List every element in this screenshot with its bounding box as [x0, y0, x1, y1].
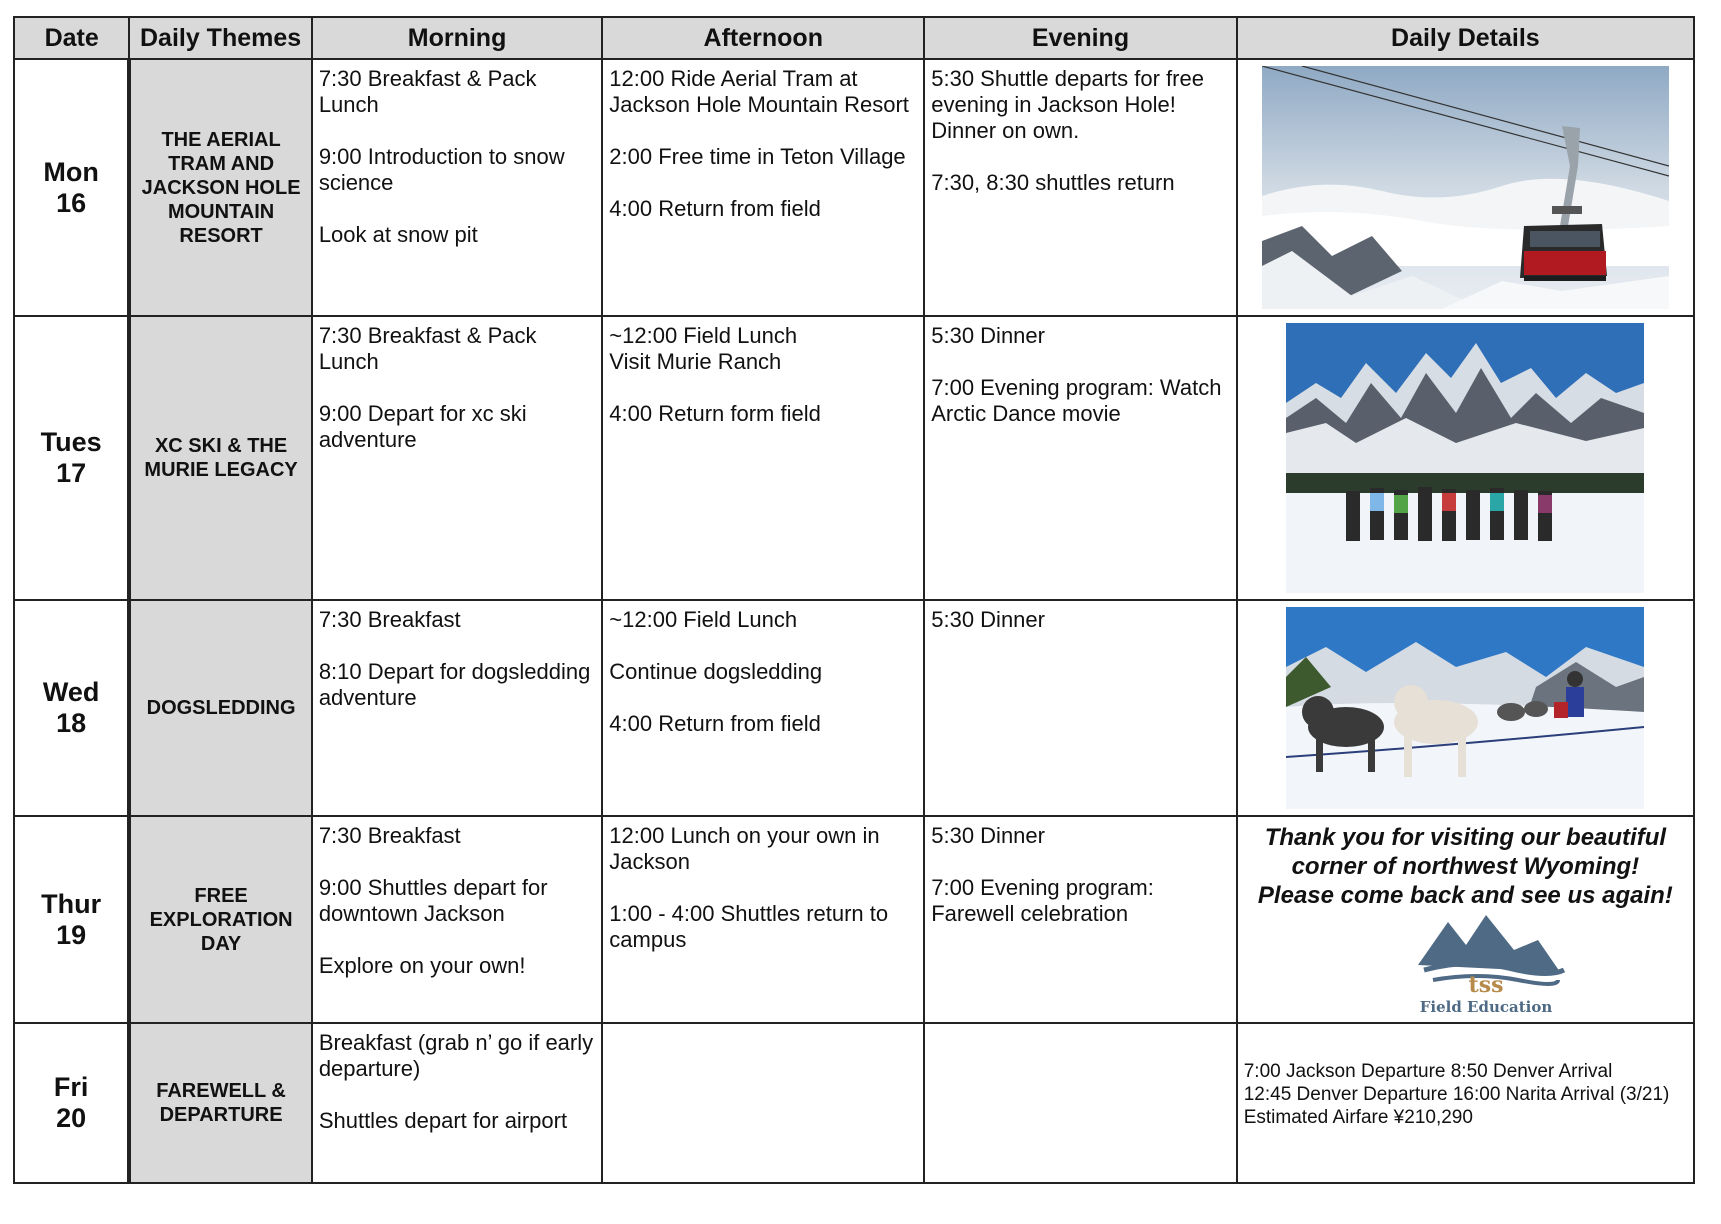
afternoon-cell	[602, 59, 924, 316]
details-cell	[1237, 316, 1694, 600]
itinerary-table	[13, 16, 1695, 1184]
details-cell	[1237, 600, 1694, 816]
thanks-line: Please come back and see us again!	[1257, 882, 1673, 909]
aerial-tram-photo	[1262, 66, 1669, 309]
activity: 4:00 Return from field	[609, 196, 821, 221]
day-name: Wed	[42, 677, 100, 707]
logo-main-text: tss	[1468, 972, 1504, 998]
day-number: 18	[56, 708, 87, 738]
activity: 5:30 Dinner	[931, 607, 1045, 632]
day-row-thur	[14, 816, 1694, 1023]
activity: Look at snow pit	[318, 222, 478, 247]
afternoon-cell	[602, 816, 924, 1023]
flight-line: 12:45 Denver Departure 16:00 Narita Arrival (3/21)	[1243, 1084, 1670, 1105]
day-row-fri	[14, 1023, 1694, 1183]
airfare-line: Estimated Airfare ¥210,290	[1243, 1107, 1473, 1128]
activity: 12:00 Lunch on your own in Jackson	[609, 823, 880, 874]
activity: Shuttles depart for airport	[318, 1108, 568, 1133]
date-cell	[14, 59, 129, 316]
activity: 9:00 Introduction to snow science	[318, 144, 565, 195]
activity: 7:30 Breakfast & Pack Lunch	[318, 323, 537, 374]
activity: 2:00 Free time in Teton Village	[609, 144, 906, 169]
header-row	[14, 17, 1694, 59]
activity: 7:30, 8:30 shuttles return	[931, 170, 1175, 195]
day-number: 17	[56, 458, 87, 488]
header-evening: Evening	[924, 17, 1237, 59]
activity: ~12:00 Field Lunch	[609, 607, 798, 632]
day-row-wed	[14, 600, 1694, 816]
thanks-line: Thank you for visiting our beautiful	[1264, 824, 1667, 851]
activity: 7:30 Breakfast	[318, 607, 461, 632]
xc-ski-group-photo	[1286, 323, 1644, 593]
activity: 7:00 Evening program: Watch Arctic Dance movie	[931, 375, 1222, 426]
details-cell	[1237, 816, 1694, 1023]
date-cell	[14, 600, 129, 816]
day-row-tues	[14, 316, 1694, 600]
evening-cell	[924, 600, 1237, 816]
thank-you-message	[1238, 817, 1693, 910]
activity: Visit Murie Ranch	[609, 349, 782, 374]
day-name: Thur	[41, 888, 102, 919]
theme-cell: FAREWELL & DEPARTURE	[129, 1023, 311, 1183]
date-cell	[14, 1023, 129, 1183]
evening-cell	[924, 816, 1237, 1023]
header-afternoon: Afternoon	[602, 17, 924, 59]
morning-cell	[312, 316, 602, 600]
afternoon-cell	[602, 316, 924, 600]
activity: 9:00 Shuttles depart for downtown Jackson	[318, 875, 548, 926]
header-date: Date	[14, 17, 129, 59]
day-name: Mon	[43, 156, 99, 187]
logo-sub-text: Field Education	[1419, 998, 1552, 1016]
day-number: 20	[56, 1103, 87, 1133]
activity: 5:30 Dinner	[931, 323, 1045, 348]
activity: ~12:00 Field Lunch	[609, 323, 798, 348]
activity: 4:00 Return from field	[609, 711, 821, 736]
morning-cell	[312, 816, 602, 1023]
morning-cell	[312, 600, 602, 816]
activity: 7:30 Breakfast & Pack Lunch	[318, 66, 537, 117]
field-education-logo	[1238, 910, 1674, 1022]
evening-cell	[924, 1023, 1237, 1183]
activity: Breakfast (grab n’ go if early departure)	[318, 1030, 594, 1081]
header-morning: Morning	[312, 17, 602, 59]
header-themes: Daily Themes	[129, 17, 311, 59]
day-name: Fri	[53, 1072, 89, 1102]
evening-cell	[924, 316, 1237, 600]
activity: 8:10 Depart for dogsledding adventure	[318, 659, 591, 710]
evening-cell	[924, 59, 1237, 316]
activity: 4:00 Return form field	[609, 401, 821, 426]
flight-line: 7:00 Jackson Departure 8:50 Denver Arrival	[1243, 1061, 1613, 1082]
thanks-line: corner of northwest Wyoming!	[1291, 853, 1640, 880]
activity: 7:30 Breakfast	[318, 823, 461, 848]
afternoon-cell	[602, 600, 924, 816]
activity: 7:00 Evening program: Farewell celebration	[931, 875, 1154, 926]
date-cell	[14, 316, 129, 600]
date-cell	[14, 816, 129, 1023]
day-name: Tues	[40, 427, 102, 457]
morning-cell	[312, 1023, 602, 1183]
theme-cell: XC SKI & THE MURIE LEGACY	[129, 316, 311, 600]
day-row-mon	[14, 59, 1694, 316]
activity: Continue dogsledding	[609, 659, 823, 684]
activity: 1:00 - 4:00 Shuttles return to campus	[609, 901, 889, 952]
theme-cell: THE AERIAL TRAM AND JACKSON HOLE MOUNTAIN RESORT	[129, 59, 311, 316]
afternoon-cell	[602, 1023, 924, 1183]
details-cell	[1237, 59, 1694, 316]
activity: 5:30 Shuttle departs for free evening in Jackson Hole! Dinner on own.	[931, 66, 1204, 143]
activity: 12:00 Ride Aerial Tram at Jackson Hole Mountain Resort	[609, 66, 909, 117]
dogsledding-photo	[1286, 607, 1644, 809]
day-number: 19	[56, 919, 87, 950]
header-details: Daily Details	[1237, 17, 1694, 59]
morning-cell	[312, 59, 602, 316]
activity: Explore on your own!	[318, 953, 526, 978]
theme-cell: FREE EXPLORATION DAY	[129, 816, 311, 1023]
activity: 9:00 Depart for xc ski adventure	[318, 401, 527, 452]
activity: 5:30 Dinner	[931, 823, 1045, 848]
day-number: 16	[56, 187, 87, 218]
flight-details	[1237, 1023, 1694, 1183]
theme-cell: DOGSLEDDING	[129, 600, 311, 816]
